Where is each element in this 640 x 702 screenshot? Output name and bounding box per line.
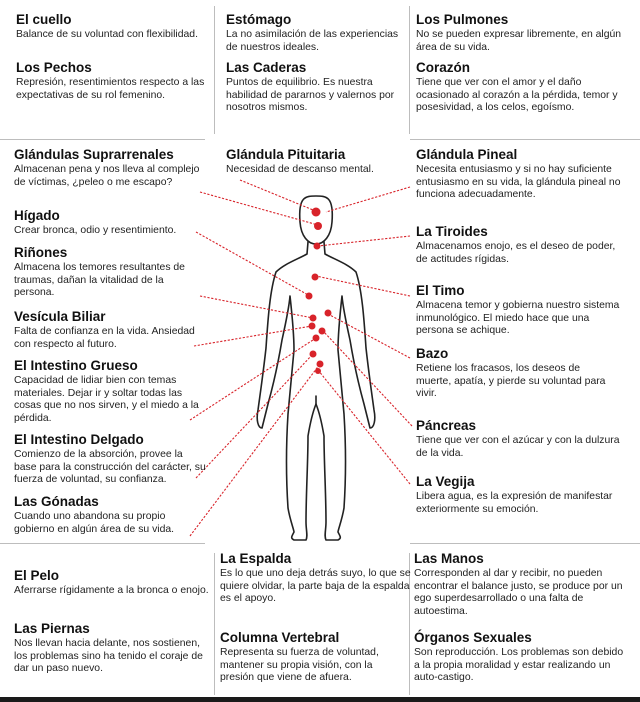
block-tiroides	[416, 224, 622, 266]
block-caderas	[226, 60, 406, 115]
block-desc: Almacena los temores resultantes de traumas, dañan la vitalidad de la persona.	[14, 262, 185, 299]
block-title: La Vegija	[416, 474, 475, 489]
top-divider-right	[409, 6, 410, 134]
block-title: Riñones	[14, 245, 68, 260]
block-title: Las Caderas	[226, 60, 307, 75]
block-cuello	[16, 12, 212, 42]
block-desc: Almacenan pena y nos lleva al complejo de víctimas, ¿peleo o me escapo?	[14, 164, 200, 188]
block-desc: Comienzo de la absorción, provee la base para la construcción del carácter, su fuerza de voluntad, su confianza.	[14, 449, 206, 486]
block-estomago	[226, 12, 404, 54]
block-desc: Tiene que ver con el azúcar y con la dulzura de la vida.	[416, 435, 620, 459]
bottom-edge-bar	[0, 697, 640, 702]
marker-head-lower	[314, 222, 322, 230]
block-vegija	[416, 474, 622, 516]
marker-liver	[306, 293, 313, 300]
block-title: Los Pechos	[16, 60, 92, 75]
line-rinones	[200, 296, 313, 318]
line-tiroides	[318, 236, 410, 246]
block-desc: Balance de su voluntad con flexibilidad.	[16, 29, 198, 40]
marker-gallbladder	[309, 323, 316, 330]
block-intestino-grueso	[14, 358, 202, 425]
block-desc: La no asimilación de las experiencias de nuestros ideales.	[226, 29, 399, 53]
top-divider-left	[214, 6, 215, 134]
block-desc: Falta de confianza en la vida. Ansiedad con respecto al futuro.	[14, 326, 195, 350]
human-figure-outline	[257, 196, 375, 540]
bottom-left-rule	[0, 543, 205, 544]
marker-head	[312, 208, 321, 217]
marker-thyroid	[314, 243, 321, 250]
block-title: Glándula Pituitaria	[226, 147, 346, 162]
connector-lines	[190, 180, 412, 536]
block-title: El Intestino Grueso	[14, 358, 138, 373]
block-pechos	[16, 60, 212, 102]
block-rinones	[14, 245, 202, 300]
block-title: Las Gónadas	[14, 494, 99, 509]
block-pulmones	[416, 12, 622, 54]
block-desc: Corresponden al dar y recibir, no pueden encontrar el balance justo, se produce por un ego superdesarrollado o una falta de autoestima.	[414, 568, 623, 617]
block-corazon	[416, 60, 622, 115]
top-left-rule	[0, 139, 205, 140]
block-desc: Crear bronca, odio y resentimiento.	[14, 225, 177, 236]
line-pineal	[326, 187, 410, 212]
block-desc: Necesita entusiasmo y si no hay suficiente entusiasmo en su vida, la glándula pineal no funciona adecuadamente.	[416, 164, 621, 201]
line-pancreas	[324, 332, 412, 426]
block-title: Los Pulmones	[416, 12, 509, 27]
block-desc: Represión, resentimientos respecto a las expectativas de su rol femenino.	[16, 77, 205, 101]
block-title: El cuello	[16, 12, 72, 27]
block-title: Glándula Pineal	[416, 147, 518, 162]
marker-thymus	[312, 274, 319, 281]
block-pelo	[14, 568, 210, 598]
marker-spleen	[325, 310, 332, 317]
block-desc: Nos llevan hacia delante, nos sostienen, los problemas sino ha tenido el coraje de dar un paso nuevo.	[14, 638, 203, 675]
block-suprarrenales	[14, 147, 202, 189]
block-pituitaria	[226, 147, 402, 177]
block-higado	[14, 208, 202, 238]
block-title: La Espalda	[220, 551, 292, 566]
line-delgado	[196, 354, 313, 478]
block-pancreas	[416, 418, 620, 460]
block-title: Bazo	[416, 346, 449, 361]
marker-gonads	[317, 361, 324, 368]
block-desc: Cuando uno abandona su propio gobierno en algún área de su vida.	[14, 511, 175, 535]
marker-kidney	[310, 315, 317, 322]
block-title: El Intestino Delgado	[14, 432, 144, 447]
block-desc: Aferrarse rígidamente a la bronca o enojo.	[14, 585, 209, 596]
line-grueso	[190, 338, 316, 420]
organ-markers	[306, 208, 332, 375]
block-desc: Puntos de equilibrio. Es nuestra habilidad de pararnos y valernos por nosotros mismos.	[226, 77, 395, 114]
block-title: Columna Vertebral	[220, 630, 340, 645]
line-bazo	[328, 314, 410, 358]
block-desc: Almacena temor y gobierna nuestro sistema inmunológico. El miedo hace que una persona se achique.	[416, 300, 620, 337]
block-desc: Son reproducción. Los problemas son debido a la propia moralidad y estar realizando un auto-castigo.	[414, 647, 624, 684]
block-desc: Capacidad de lidiar bien con temas materiales. Dejar ir y soltar todas las cosas que no nos sirven, y el miedo a la pérdida.	[14, 375, 199, 424]
block-desc: Tiene que ver con el amor y el daño ocasionado al corazón a la pérdida, temor y posesividad, a los celos, egoísmo.	[416, 77, 618, 114]
block-title: Corazón	[416, 60, 470, 75]
block-title: Vesícula Biliar	[14, 309, 106, 324]
top-right-rule	[410, 139, 640, 140]
block-title: El Pelo	[14, 568, 60, 583]
block-gonadas	[14, 494, 204, 536]
block-title: Órganos Sexuales	[414, 630, 532, 645]
block-title: Páncreas	[416, 418, 477, 433]
block-bazo	[416, 346, 616, 401]
bottom-divider-left	[214, 553, 215, 695]
block-title: Estómago	[226, 12, 292, 27]
block-desc: No se pueden expresar libremente, en algún área de su vida.	[416, 29, 622, 53]
marker-bladder	[315, 368, 321, 374]
block-espalda	[220, 551, 416, 606]
block-pineal	[416, 147, 622, 202]
block-title: Las Manos	[414, 551, 484, 566]
block-timo	[416, 283, 622, 338]
block-desc: Representa su fuerza de voluntad, mantener su propia visión, con la presión que viene de afuera.	[220, 647, 379, 684]
block-desc: Es lo que uno deja detrás suyo, lo que se quiere olvidar, la parte baja de la espalda es el apoyo.	[220, 568, 411, 605]
block-desc: Libera agua, es la expresión de manifestar exteriormente su emoción.	[416, 491, 613, 515]
block-intestino-delgado	[14, 432, 206, 487]
block-desc: Almacenamos enojo, es el deseo de poder, de actitudes rígidas.	[416, 241, 616, 265]
bottom-right-rule	[410, 543, 640, 544]
line-pituitaria	[240, 180, 318, 212]
line-vegija	[318, 370, 410, 484]
line-vesicula	[194, 326, 312, 346]
block-vesicula	[14, 309, 204, 351]
marker-large-intestine	[313, 335, 320, 342]
block-columna	[220, 630, 404, 685]
marker-pancreas	[319, 328, 326, 335]
block-desc: Retiene los fracasos, los deseos de muerte, apatía, y pierde su voluntad para vivir.	[416, 363, 606, 400]
block-desc: Necesidad de descanso mental.	[226, 164, 374, 175]
marker-small-intestine	[310, 351, 317, 358]
block-title: El Timo	[416, 283, 465, 298]
line-gonadas	[190, 364, 320, 536]
line-suprarrenales	[200, 192, 318, 225]
line-timo	[316, 276, 410, 296]
block-manos	[414, 551, 624, 618]
block-title: Las Piernas	[14, 621, 90, 636]
block-organos-sexuales	[414, 630, 624, 685]
block-title: Glándulas Suprarrenales	[14, 147, 174, 162]
line-higado	[196, 232, 310, 296]
block-title: Hígado	[14, 208, 60, 223]
block-piernas	[14, 621, 210, 676]
block-title: La Tiroides	[416, 224, 488, 239]
